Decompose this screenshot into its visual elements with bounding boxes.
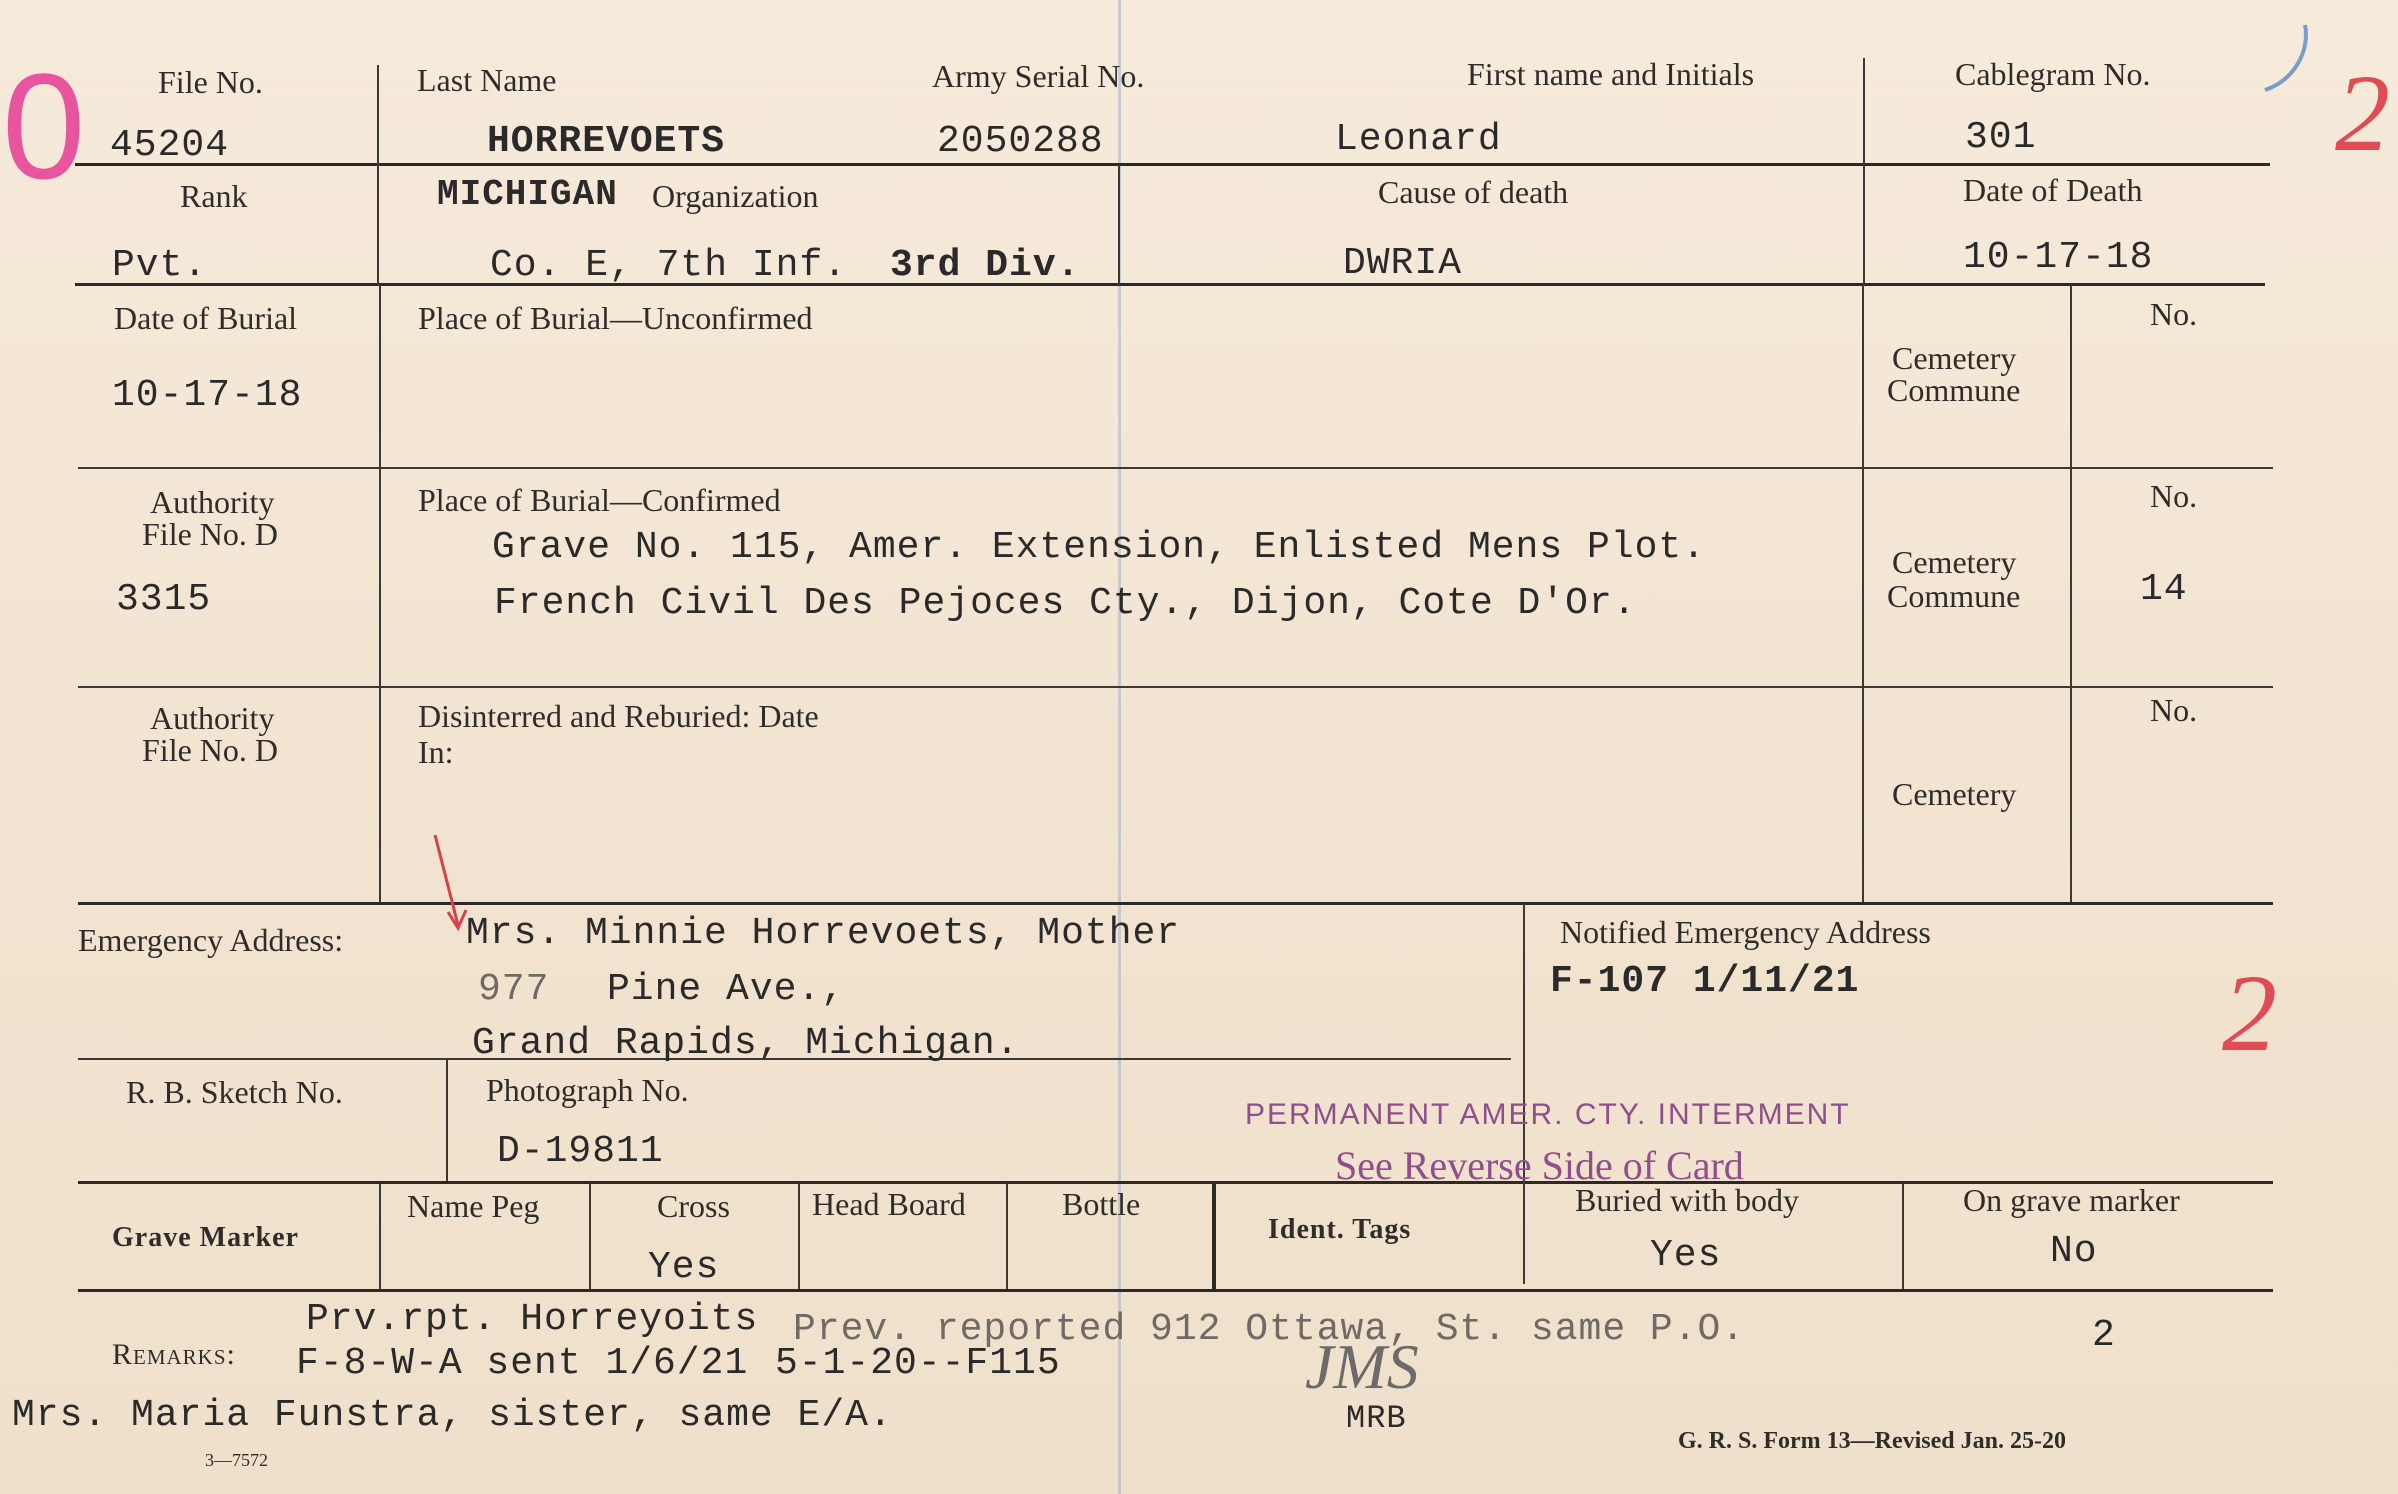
photograph-value: D-19811 [497, 1130, 664, 1173]
file-no-d-label-1: File No. D [142, 516, 278, 552]
rule-8 [78, 1289, 2273, 1292]
signature-scrawl: JMS [1305, 1331, 1419, 1402]
vrule-b [1863, 58, 1865, 166]
place-confirmed-line-1: Grave No. 115, Amer. Extension, Enlisted Mens Plot. [492, 526, 1706, 569]
remarks-prev-reported: Prev. reported 912 Ottawa, St. same P.O. [793, 1308, 1746, 1351]
vrule-h [2070, 285, 2072, 902]
photograph-label: Photograph No. [486, 1072, 689, 1108]
on-grave-marker-label: On grave marker [1963, 1182, 2180, 1218]
date-death-value: 10-17-18 [1963, 236, 2154, 279]
cablegram-value: 301 [1965, 116, 2037, 159]
place-confirmed-label: Place of Burial—Confirmed [418, 482, 781, 518]
bottle-label: Bottle [1062, 1186, 1141, 1222]
vrule-d [1118, 165, 1120, 285]
form-label: G. R. S. Form 13—Revised Jan. 25-20 [1678, 1428, 2066, 1454]
pink-zero-mark: 0 [2, 42, 86, 210]
first-name-label: First name and Initials [1467, 56, 1755, 92]
cemetery-label-2: Cemetery [1892, 544, 2017, 580]
no-label-2: No. [2150, 478, 2198, 514]
division-value: 3rd Div. [890, 244, 1081, 287]
blue-pencil-mark [2255, 20, 2325, 100]
rule-1 [75, 163, 2270, 166]
serial-label: Army Serial No. [932, 58, 1145, 94]
vrule-g [1862, 285, 1864, 902]
vrule-l [589, 1183, 591, 1289]
date-death-label: Date of Death [1963, 172, 2143, 208]
vrule-i [1523, 904, 1525, 1284]
vrule-e [1863, 165, 1865, 285]
notified-label: Notified Emergency Address [1560, 914, 1931, 950]
rule-2 [75, 283, 2265, 286]
remarks-count: 2 [2092, 1314, 2116, 1357]
remarks-sister: Mrs. Maria Funstra, sister, same E/A. [12, 1394, 893, 1437]
vrule-p [1902, 1183, 1904, 1289]
cemetery-label-3: Cemetery [1892, 776, 2017, 812]
place-confirmed-line-2: French Civil Des Pejoces Cty., Dijon, Cote D'Or. [494, 582, 1637, 625]
on-grave-marker-value: No [2050, 1230, 2098, 1273]
remarks-prv-rpt: Prv.rpt. Horreyoits [306, 1298, 759, 1341]
rank-label: Rank [180, 178, 248, 214]
cablegram-label: Cablegram No. [1955, 56, 2151, 92]
ident-tags-label: Ident. Tags [1268, 1214, 1412, 1245]
buried-with-body-value: Yes [1650, 1234, 1722, 1277]
rule-3 [78, 467, 2273, 469]
rule-7 [78, 1181, 2273, 1184]
red-arrow-mark [430, 830, 470, 940]
no-label-3: No. [2150, 692, 2198, 728]
form-number: 3—7572 [205, 1450, 268, 1470]
reburial-date-label: Disinterred and Reburied: Date [418, 698, 819, 734]
file-no-d-label-2: File No. D [142, 732, 278, 768]
remarks-code: 5-1-20--F115 [775, 1342, 1061, 1385]
rb-sketch-label: R. B. Sketch No. [126, 1074, 343, 1110]
first-name-value: Leonard [1335, 118, 1502, 161]
authority-label-2: Authority [150, 700, 275, 736]
vrule-m [798, 1183, 800, 1289]
emergency-line-3: Grand Rapids, Michigan. [472, 1022, 1020, 1065]
remarks-initials: MRB [1346, 1400, 1407, 1437]
vrule-c [377, 165, 379, 285]
red-two-mark-mid: 2 [2222, 952, 2277, 1074]
last-name-value: HORREVOETS [487, 120, 726, 163]
commune-label-2: Commune [1887, 578, 2021, 614]
date-burial-label: Date of Burial [114, 300, 298, 336]
emergency-street-number: 977 [478, 968, 550, 1011]
vrule-f [379, 285, 381, 902]
last-name-label: Last Name [417, 62, 557, 98]
cross-value: Yes [648, 1246, 720, 1289]
vrule-o [1212, 1183, 1216, 1289]
remarks-fwa: F-8-W-A sent 1/6/21 [296, 1342, 749, 1385]
authority-label-1: Authority [150, 484, 275, 520]
head-board-label: Head Board [812, 1186, 966, 1222]
cause-value: DWRIA [1343, 242, 1463, 285]
organization-value: Co. E, 7th Inf. [490, 244, 848, 287]
vrule-n [1006, 1183, 1008, 1289]
red-two-mark-top: 2 [2335, 52, 2390, 174]
place-unconfirmed-label: Place of Burial—Unconfirmed [418, 300, 813, 336]
cross-label: Cross [657, 1188, 730, 1224]
vrule-k [379, 1183, 381, 1289]
cause-label: Cause of death [1378, 174, 1569, 210]
organization-label: Organization [652, 178, 819, 214]
reburial-in-label: In: [418, 734, 454, 770]
file-no-value: 45204 [110, 124, 230, 167]
grave-marker-label: Grave Marker [112, 1222, 299, 1253]
emergency-address-label: Emergency Address: [78, 922, 344, 958]
see-reverse-stamp: See Reverse Side of Card [1335, 1143, 1744, 1188]
emergency-line-1: Mrs. Minnie Horrevoets, Mother [466, 912, 1181, 955]
cemetery-no-value: 14 [2140, 568, 2188, 611]
rule-5 [78, 902, 2273, 905]
vrule-a [377, 65, 379, 165]
vrule-j [446, 1060, 448, 1181]
emergency-line-2: Pine Ave., [607, 968, 846, 1011]
state-value: MICHIGAN [437, 174, 618, 215]
remarks-label: Remarks: [112, 1338, 236, 1371]
serial-value: 2050288 [937, 120, 1104, 163]
commune-label-1: Commune [1887, 372, 2021, 408]
authority-file-no-value: 3315 [116, 578, 212, 621]
permanent-interment-stamp: PERMANENT AMER. CTY. INTERMENT [1245, 1098, 1851, 1131]
buried-with-body-label: Buried with body [1575, 1182, 1799, 1218]
notified-value: F-107 1/11/21 [1550, 960, 1860, 1003]
rule-4 [78, 686, 2273, 688]
no-label-1: No. [2150, 296, 2198, 332]
cemetery-label-1: Cemetery [1892, 340, 2017, 376]
file-no-label: File No. [158, 64, 263, 100]
name-peg-label: Name Peg [407, 1188, 540, 1224]
date-burial-value: 10-17-18 [112, 374, 303, 417]
rank-value: Pvt. [112, 244, 208, 287]
